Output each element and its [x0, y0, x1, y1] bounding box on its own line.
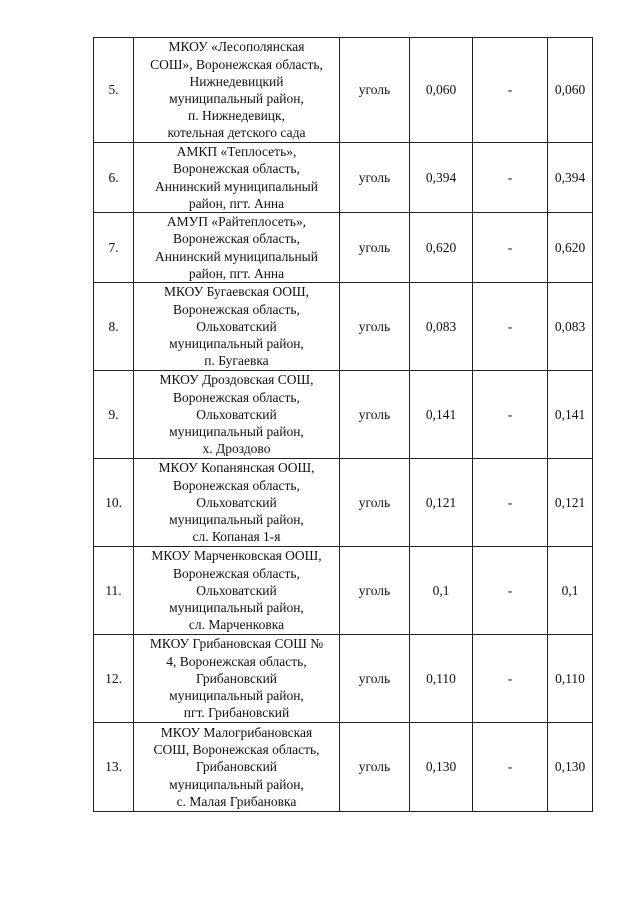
fuel-type: уголь [340, 38, 410, 143]
quantity-value: 0,141 [410, 371, 473, 459]
quantity-value: 0,394 [410, 143, 473, 213]
organization-cell [134, 459, 340, 547]
row-number: 8. [94, 283, 134, 371]
row-number: 12. [94, 635, 134, 723]
organization-line: сл. Марченковка [188, 617, 285, 633]
table-row [94, 635, 593, 723]
organization-line: МКОУ Бугаевская ООШ, [164, 284, 309, 300]
organization-line: Воронежская область, [173, 301, 300, 317]
organization-line: Воронежская область, [173, 161, 300, 177]
organization-line: муниципальный район, [169, 336, 304, 352]
organization-cell [134, 283, 340, 371]
organization-line: Ольховатский [196, 494, 277, 510]
organization-line: Нижнедевицкий [189, 73, 284, 89]
table-row [94, 213, 593, 283]
quantity-value: 0,110 [410, 635, 473, 723]
fuel-type: уголь [340, 723, 410, 812]
organization-line: Воронежская область, [173, 565, 300, 581]
organization-line: п. Нижнедевицк, [188, 108, 285, 124]
organization-line: МКОУ Копанянская ООШ, [158, 460, 315, 476]
dash-value: - [473, 547, 548, 635]
organization-line: МКОУ Марченковская ООШ, [151, 548, 322, 564]
dash-value: - [473, 459, 548, 547]
quantity-value: 0,060 [410, 38, 473, 143]
organization-line: район, пгт. Анна [188, 265, 285, 281]
organization-cell [134, 143, 340, 213]
organization-line: Ольховатский [196, 582, 277, 598]
total-value: 0,141 [548, 371, 593, 459]
dash-value: - [473, 213, 548, 283]
total-value: 0,1 [548, 547, 593, 635]
organization-cell [134, 547, 340, 635]
table-row [94, 723, 593, 812]
row-number: 9. [94, 371, 134, 459]
table-row [94, 283, 593, 371]
fuel-type: уголь [340, 371, 410, 459]
organization-cell [134, 371, 340, 459]
organization-line: МКОУ Малогрибановская [160, 724, 313, 740]
organization-line: 4, Воронежская область, [166, 653, 307, 669]
dash-value: - [473, 283, 548, 371]
total-value: 0,130 [548, 723, 593, 812]
organization-line: х. Дроздово [202, 441, 271, 457]
fuel-type: уголь [340, 213, 410, 283]
organization-line: п. Бугаевка [204, 353, 269, 369]
organization-line: Воронежская область, [173, 477, 300, 493]
organization-line: АМУП «Райтеплосеть», [166, 214, 307, 230]
organization-line: сл. Копаная 1-я [192, 529, 281, 545]
fuel-type: уголь [340, 143, 410, 213]
organization-cell [134, 213, 340, 283]
table-row [94, 143, 593, 213]
table-row [94, 459, 593, 547]
fuel-type: уголь [340, 459, 410, 547]
organization-line: Ольховатский [196, 318, 277, 334]
organization-line: район, пгт. Анна [188, 195, 285, 211]
total-value: 0,060 [548, 38, 593, 143]
fuel-supply-table [93, 37, 593, 812]
row-number: 5. [94, 38, 134, 143]
row-number: 7. [94, 213, 134, 283]
organization-line: МКОУ Грибановская СОШ № [149, 636, 324, 652]
organization-line: АМКП «Теплосеть», [176, 144, 297, 160]
quantity-value: 0,620 [410, 213, 473, 283]
table-row [94, 547, 593, 635]
total-value: 0,121 [548, 459, 593, 547]
row-number: 6. [94, 143, 134, 213]
row-number: 11. [94, 547, 134, 635]
dash-value: - [473, 371, 548, 459]
organization-line: Воронежская область, [173, 389, 300, 405]
quantity-value: 0,121 [410, 459, 473, 547]
row-number: 10. [94, 459, 134, 547]
organization-line: МКОУ «Лесополянская [168, 39, 305, 55]
dash-value: - [473, 635, 548, 723]
organization-line: Аннинский муниципальный [155, 178, 318, 194]
quantity-value: 0,083 [410, 283, 473, 371]
organization-line: с. Малая Грибановка [176, 793, 297, 809]
total-value: 0,083 [548, 283, 593, 371]
organization-line: котельная детского сада [167, 125, 306, 141]
row-number: 13. [94, 723, 134, 812]
dash-value: - [473, 723, 548, 812]
dash-value: - [473, 38, 548, 143]
organization-line: Ольховатский [196, 406, 277, 422]
organization-line: Грибановский [195, 759, 278, 775]
total-value: 0,110 [548, 635, 593, 723]
organization-line: муниципальный район, [169, 512, 304, 528]
fuel-type: уголь [340, 547, 410, 635]
table-row [94, 371, 593, 459]
table-row [94, 38, 593, 143]
total-value: 0,620 [548, 213, 593, 283]
organization-line: СОШ, Воронежская область, [153, 742, 320, 758]
table-body [94, 38, 593, 812]
quantity-value: 0,1 [410, 547, 473, 635]
organization-line: муниципальный район, [169, 91, 304, 106]
organization-line: Грибановский [195, 670, 278, 686]
organization-line: муниципальный район, [169, 600, 304, 616]
organization-cell [134, 723, 340, 812]
quantity-value: 0,130 [410, 723, 473, 812]
total-value: 0,394 [548, 143, 593, 213]
fuel-type: уголь [340, 283, 410, 371]
organization-cell [134, 635, 340, 723]
organization-line: муниципальный район, [169, 688, 304, 704]
organization-line: СОШ», Воронежская область, [150, 56, 323, 72]
organization-line: Воронежская область, [173, 231, 300, 247]
fuel-type: уголь [340, 635, 410, 723]
organization-line: муниципальный район, [169, 424, 304, 440]
organization-line: МКОУ Дроздовская СОШ, [159, 372, 314, 388]
organization-cell [134, 38, 340, 143]
organization-line: муниципальный район, [169, 776, 304, 792]
dash-value: - [473, 143, 548, 213]
organization-line: пгт. Грибановский [183, 705, 290, 721]
organization-line: Аннинский муниципальный [155, 248, 318, 264]
